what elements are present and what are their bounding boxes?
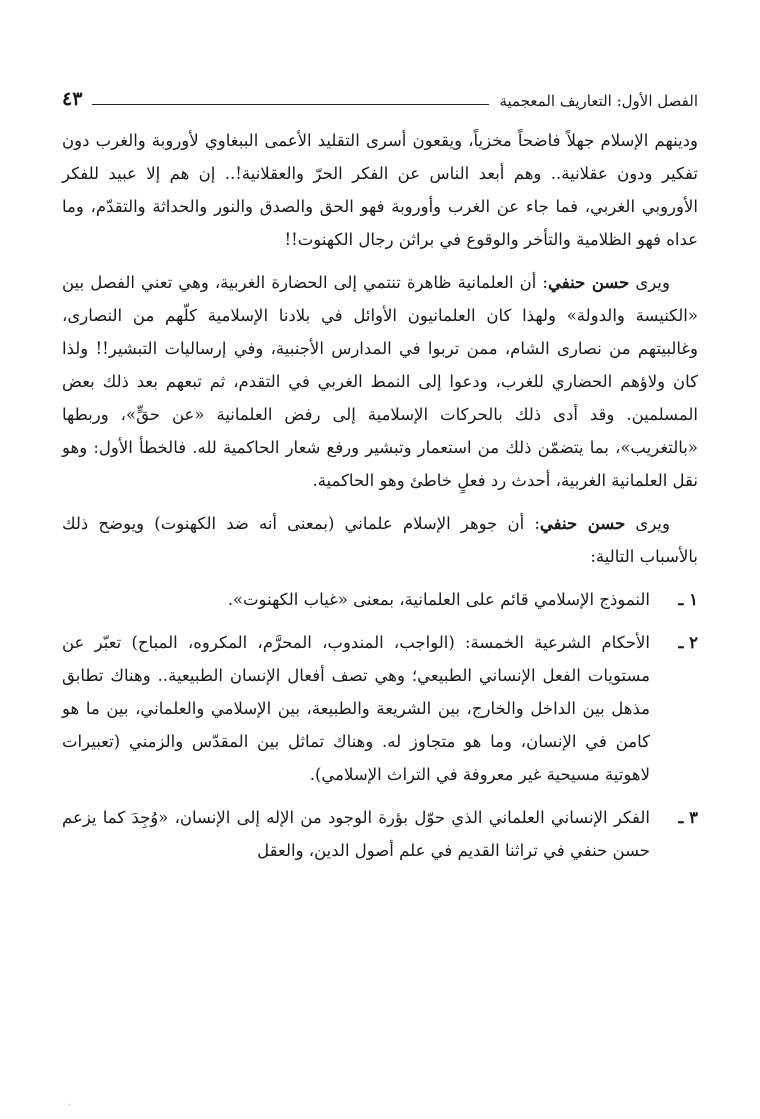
paragraph-3 <box>62 507 698 573</box>
list-number: ١ ـ <box>678 590 698 609</box>
paragraph-2 <box>62 266 698 497</box>
body-text <box>62 124 698 877</box>
paragraph-3-lead: ويرى <box>635 514 670 533</box>
list-item-text: النموذج الإسلامي قائم على العلمانية، بمعنى «غياب الكهنوت». <box>227 590 650 609</box>
list-item <box>62 583 698 616</box>
list-item-text: الفكر الإنساني العلماني الذي حوّل بؤرة الوجود من الإله إلى الإنسان، «وُجِدَ كما يزعم حسن حنفي في تراثنا القديم في علم أصول الدين، والعقل <box>62 808 650 860</box>
paragraph-1: ودينهم الإسلام جهلاً فاضحاً مخزياً، ويقعون أسرى التقليد الأعمى الببغاوي لأوروبة والغرب دون تفكير ودون عقلانية.. وهم أبعد الناس عن الفكر الحرّ والعقلانية!.. إن هم إلا عبيد للفكر الأوروبي الغربي، فما جاء عن الغرب وأوروبة فهو الحق والصدق والنور والحداثة والتقدّم، وما عداه فهو الظلامية والتأخر والوقوع في براثن رجال الكهنوت!! <box>62 131 698 249</box>
list-number: ٢ ـ <box>678 633 698 652</box>
author-name-bold: حسن حنفي <box>548 273 630 292</box>
list-item-text: الأحكام الشرعية الخمسة: (الواجب، المندوب، المحرَّم، المكروه، المباح) تعبّر عن مستويات الفعل الإنساني الطبيعي؛ وهي تصف أفعال الإنسان الطبيعية.. وهناك تطابق مذهل بين الداخل والخارج، بين الشريعة والطبيعة، بين الإسلامي والعلماني، بين ما هو كامن في الإنسان، وما هو متجاوز له. وهناك تماثل بين المقدّس والزمني (تعبيرات لاهوتية مسيحية غير معروفة في التراث الإسلامي). <box>62 633 650 784</box>
list-item <box>62 801 698 867</box>
list-number: ٣ ـ <box>678 808 698 827</box>
header-rule <box>92 104 489 105</box>
paragraph-2-text: : أن العلمانية ظاهرة تنتمي إلى الحضارة الغربية، وهي تعني الفصل بين «الكنيسة والدولة» ولهذا كان العلمانيون الأوائل في بلادنا الإسلامية كلّهم من النصارى، وغالبيتهم من نصارى الشام، ممن تربوا في المدارس الأجنبية، وفي إرساليات التبشير!! ولذا كان ولاؤهم الحضاري للغرب، ودعوا إلى النمط الغربي في التقدم، ثم تبعهم بعد ذلك بعض المسلمين. وقد أدى ذلك بالحركات الإسلامية إلى رفض العلمانية «عن حقٍّ»، وربطها «بالتغريب»، بما يتضمّن ذلك من استعمار وتبشير ورفع شعار الحاكمية لله. فالخطأ الأول: وهو نقل العلمانية الغربية، أحدث رد فعلٍ خاطئ وهو الحاكمية. <box>62 273 698 490</box>
chapter-running-title: الفصل الأول: التعاريف المعجمية <box>499 92 698 110</box>
author-name-bold: حسن حنفي <box>539 514 626 533</box>
scan-mark: · <box>68 1100 72 1111</box>
list-item <box>62 626 698 791</box>
running-header <box>62 84 698 110</box>
paragraph-3-text: : أن جوهر الإسلام علماني (بمعنى أنه ضد الكهنوت) ويوضح ذلك بالأسباب التالية: <box>62 514 698 566</box>
paragraph-2-lead: ويرى <box>635 273 670 292</box>
page-number: ٤٣ <box>62 88 83 110</box>
